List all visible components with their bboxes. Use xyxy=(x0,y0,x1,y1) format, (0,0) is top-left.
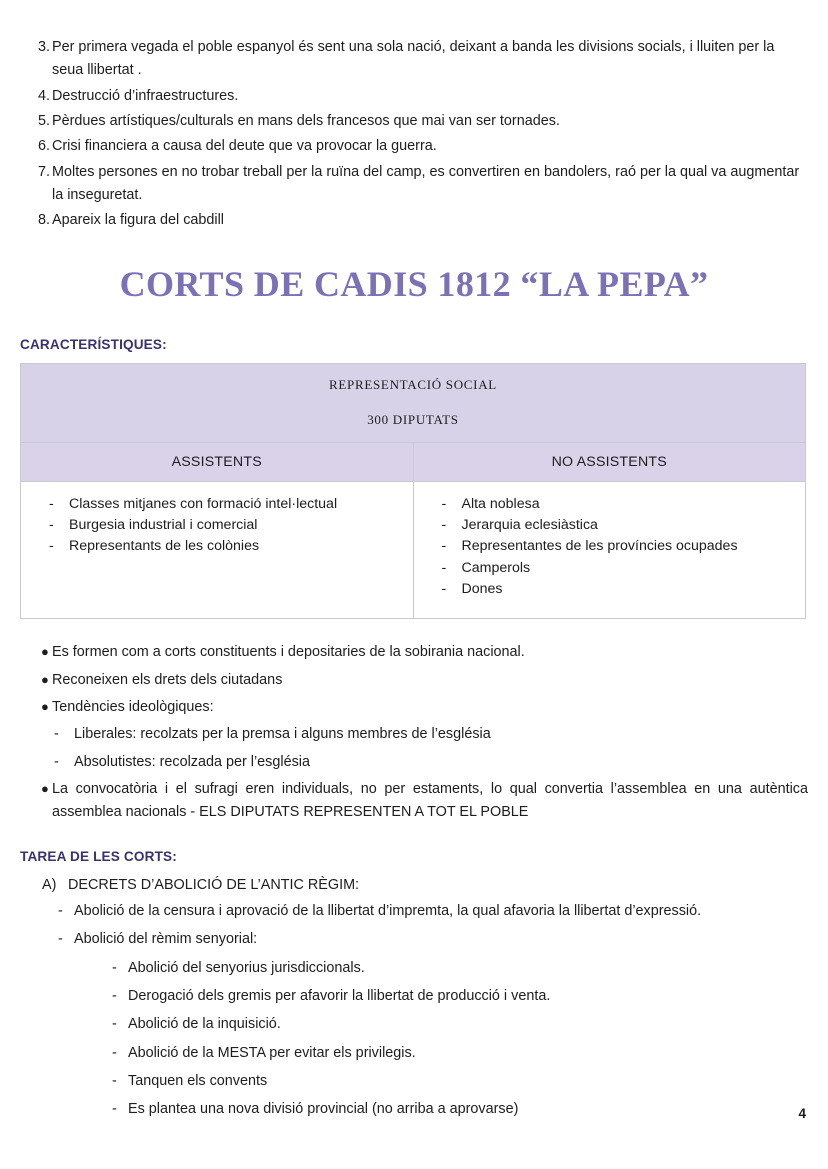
dash-marker: - xyxy=(441,538,447,555)
list-item xyxy=(20,1013,808,1036)
bullet-marker: ● xyxy=(41,671,49,687)
bullet-list xyxy=(20,641,808,719)
table-cell-no-assistents xyxy=(413,481,806,618)
list-item xyxy=(20,900,808,923)
dash-marker: - xyxy=(112,1016,117,1033)
list-text: Alta noblesa xyxy=(461,495,540,512)
list-text: Per primera vegada el poble espanyol és sent una sola nació, deixant a banda les divisions socials, i lluiten per la seua llibertat . xyxy=(52,39,775,79)
list-text: Camperols xyxy=(461,559,531,576)
list-item xyxy=(20,696,808,719)
list-item xyxy=(31,536,403,557)
list-text: Abolició de la MESTA per evitar els privilegis. xyxy=(128,1044,416,1061)
list-text: Tanquen els convents xyxy=(128,1072,268,1089)
tarea-content xyxy=(20,874,808,1122)
list-item xyxy=(20,985,808,1008)
list-text: Liberales: recolzats per la premsa i alguns membres de l’església xyxy=(74,726,491,743)
list-item xyxy=(20,1070,808,1093)
dash-marker: - xyxy=(112,1044,117,1061)
list-marker: 4. xyxy=(38,87,51,104)
dash-marker: - xyxy=(49,495,54,512)
dash-marker: - xyxy=(58,931,63,948)
table-title-cell xyxy=(21,363,806,442)
list-item xyxy=(20,36,808,83)
list-item xyxy=(20,1042,808,1065)
list-item xyxy=(20,85,808,108)
bullet-marker: ● xyxy=(41,698,49,714)
list-marker: 6. xyxy=(38,138,51,155)
characteristics-bullets xyxy=(20,641,808,824)
list-row xyxy=(20,900,808,923)
tarea-level3-list xyxy=(20,957,808,1122)
list-item xyxy=(424,494,796,515)
list-text: Apareix la figura del cabdill xyxy=(52,212,224,229)
representation-table xyxy=(20,363,806,619)
list-text: La convocatòria i el sufragi eren individuals, no per estaments, lo qual convertia l’assemblea en una autèntica assemblea nacionals - ELS DIPUTATS REPRESENTEN A TOT EL POBLE xyxy=(52,780,808,821)
list-text: Abolició de la censura i aprovació de la llibertat d’impremta, la qual afavoria la llibertat d’expressió. xyxy=(74,902,702,919)
list-marker: 7. xyxy=(38,163,51,180)
table-row xyxy=(21,442,806,481)
list-marker: 5. xyxy=(38,112,51,129)
list-text: Representants de les colònies xyxy=(69,538,260,555)
list-text: Es plantea una nova divisió provincial (no arriba a aprovarse) xyxy=(128,1101,519,1118)
list-item xyxy=(20,751,808,774)
dash-marker: - xyxy=(441,495,447,512)
dash-marker: - xyxy=(441,517,447,534)
list-text: Burgesia industrial i comercial xyxy=(69,517,258,534)
list-text: Destrucció d’infraestructures. xyxy=(52,87,239,104)
bullet-list-last xyxy=(20,778,808,825)
table-cell-assistents xyxy=(21,481,414,618)
list-marker: 8. xyxy=(38,212,51,229)
list-item xyxy=(424,515,796,536)
list-item xyxy=(20,723,808,746)
table-row xyxy=(21,363,806,442)
list-text: Abolició del senyorius jurisdiccionals. xyxy=(128,959,365,976)
dash-marker: - xyxy=(112,1072,117,1089)
list-text: Abolició de la inquisició. xyxy=(128,1016,281,1033)
table-row xyxy=(21,481,806,618)
list-item xyxy=(20,209,808,232)
tarea-item-a xyxy=(20,874,808,897)
list-item xyxy=(424,536,796,557)
list-item xyxy=(20,778,808,825)
list-text: Jerarquia eclesiàstica xyxy=(461,517,598,534)
dash-marker: - xyxy=(112,987,117,1004)
list-text: Tendències ideològiques: xyxy=(52,698,214,715)
section-heading-tarea: TAREA DE LES CORTS: xyxy=(20,848,177,864)
list-item xyxy=(31,515,403,536)
list-text: Derogació dels gremis per afavorir la llibertat de producció i venta. xyxy=(128,987,551,1004)
list-text: Classes mitjanes con formació intel·lectual xyxy=(69,495,338,512)
assistents-list xyxy=(31,494,403,558)
section-heading-caracteristiques: CARACTERÍSTIQUES: xyxy=(20,336,167,352)
consequences-list xyxy=(20,0,808,233)
list-text: Crisi financiera a causa del deute que va provocar la guerra. xyxy=(52,138,437,155)
list-text: Dones xyxy=(461,581,503,597)
list-item xyxy=(31,494,403,515)
list-item xyxy=(20,957,808,980)
table-title-line1: REPRESENTACIÓ SOCIAL xyxy=(329,376,497,392)
list-item xyxy=(424,558,796,579)
list-item xyxy=(20,161,808,208)
list-text: DECRETS D’ABOLICIÓ DE L’ANTIC RÈGIM: xyxy=(68,876,360,893)
bullet-marker: ● xyxy=(41,780,49,796)
page-number: 4 xyxy=(798,1106,806,1121)
table-title-line2: 300 DIPUTATS xyxy=(367,411,459,427)
list-text: Reconeixen els drets dels ciutadans xyxy=(52,671,283,688)
dash-marker: - xyxy=(58,902,63,919)
list-marker: 3. xyxy=(38,39,51,55)
alpha-marker: A) xyxy=(42,876,57,893)
dash-marker: - xyxy=(112,1101,117,1118)
list-text: Absolutistes: recolzada per l’església xyxy=(74,753,310,770)
list-text: Pèrdues artístiques/culturals en mans dels francesos que mai van ser tornades. xyxy=(52,112,560,129)
list-item xyxy=(20,928,808,1121)
list-item xyxy=(20,669,808,692)
dash-marker: - xyxy=(441,581,447,597)
table-col-header-assistents: ASSISTENTS xyxy=(21,442,414,481)
dash-marker: - xyxy=(49,517,54,534)
bullet-marker: ● xyxy=(41,644,49,660)
list-item xyxy=(424,579,796,600)
dash-marker: - xyxy=(441,559,447,576)
list-item xyxy=(20,135,808,158)
list-item xyxy=(20,641,808,664)
no-assistents-list xyxy=(424,494,796,600)
dash-marker: - xyxy=(49,538,54,555)
list-text: Representantes de les províncies ocupades xyxy=(461,538,738,555)
list-row xyxy=(20,928,808,951)
list-text: Abolició del rèmim senyorial: xyxy=(74,931,258,948)
list-text: Moltes persones en no trobar treball per la ruïna del camp, es convertiren en bandolers, raó per la qual va augmentar la inseguretat. xyxy=(52,163,800,203)
page-title: CORTS DE CADIS 1812 “LA PEPA” xyxy=(119,263,709,304)
list-item xyxy=(20,110,808,133)
dash-marker: - xyxy=(112,959,117,976)
tarea-level2-list xyxy=(20,900,808,1122)
list-item xyxy=(20,1098,808,1121)
list-text: Es formen com a corts constituents i depositaries de la sobirania nacional. xyxy=(52,644,525,661)
ideology-sublist xyxy=(20,723,808,774)
table-col-header-no-assistents: NO ASSISTENTS xyxy=(413,442,806,481)
dash-marker: - xyxy=(54,753,59,770)
dash-marker: - xyxy=(54,726,59,743)
